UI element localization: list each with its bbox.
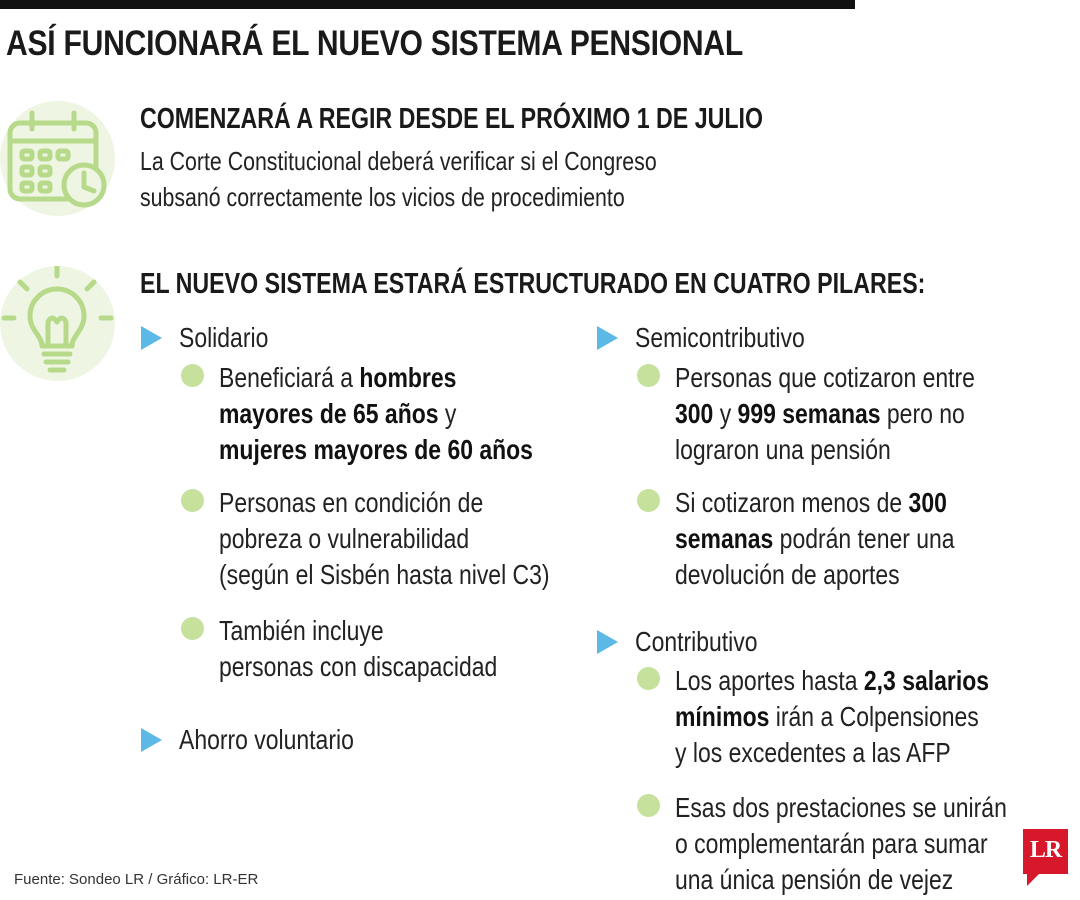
- section1-body-line: La Corte Constitucional deberá verificar si el Congreso: [140, 146, 657, 176]
- text-run: pero no: [880, 398, 965, 429]
- text-run: Beneficiará a: [219, 362, 360, 393]
- bold-text: 300: [908, 487, 947, 518]
- bold-text: 999 semanas: [737, 398, 881, 429]
- bold-text: mínimos: [675, 701, 770, 732]
- text-line: También incluye: [219, 615, 384, 646]
- source-credit: Fuente: Sondeo LR / Gráfico: LR-ER: [14, 871, 259, 888]
- dot-bullet-icon: [637, 489, 660, 512]
- triangle-bullet-icon: [597, 630, 618, 654]
- bold-text: hombres: [359, 362, 457, 393]
- text-line: devolución de aportes: [675, 559, 900, 590]
- bullet-text: [219, 485, 550, 593]
- text-line: una única pensión de vejez: [675, 864, 954, 895]
- bullet-text: [219, 360, 533, 468]
- triangle-bullet-icon: [141, 728, 162, 752]
- text-line: Personas en condición de: [219, 487, 484, 518]
- dot-bullet-icon: [181, 617, 204, 640]
- text-line: o complementarán para sumar: [675, 828, 988, 859]
- bold-text: mujeres mayores de 60 años: [219, 434, 533, 465]
- text-line: personas con discapacidad: [219, 651, 498, 682]
- dot-bullet-icon: [637, 667, 660, 690]
- page-title: ASÍ FUNCIONARÁ EL NUEVO SISTEMA PENSIONAL: [6, 24, 743, 63]
- text-line: lograron una pensión: [675, 434, 891, 465]
- text-run: irán a Colpensiones: [769, 701, 979, 732]
- text-run: y: [438, 398, 457, 429]
- lr-logo: [1023, 829, 1068, 874]
- triangle-bullet-icon: [597, 326, 618, 350]
- bullet-text: [675, 790, 1007, 898]
- triangle-bullet-icon: [141, 326, 162, 350]
- section2-heading: EL NUEVO SISTEMA ESTARÁ ESTRUCTURADO EN CUATRO PILARES:: [140, 268, 926, 300]
- text-run: Si cotizaron menos de: [675, 487, 909, 518]
- bold-text: mayores de 65 años: [219, 398, 439, 429]
- text-line: Personas que cotizaron entre: [675, 362, 975, 393]
- pillar-label: Semicontributivo: [635, 322, 805, 353]
- text-line: Esas dos prestaciones se unirán: [675, 792, 1007, 823]
- dot-bullet-icon: [637, 794, 660, 817]
- section1-body-line: subsanó correctamente los vicios de procedimiento: [140, 182, 625, 212]
- text-run: y: [713, 398, 738, 429]
- text-run: Los aportes hasta: [675, 665, 864, 696]
- bold-text: 300: [675, 398, 714, 429]
- text-line: pobreza o vulnerabilidad: [219, 523, 470, 554]
- logo-tail: [1027, 874, 1039, 886]
- bullet-text: [675, 485, 955, 593]
- lightbulb-icon: [0, 266, 115, 381]
- section1-body: [140, 143, 657, 215]
- bullet-text: [675, 360, 975, 468]
- text-line: (según el Sisbén hasta nivel C3): [219, 559, 550, 590]
- text-line: y los excedentes a las AFP: [675, 737, 951, 768]
- dot-bullet-icon: [181, 364, 204, 387]
- top-rule: [0, 0, 855, 9]
- dot-bullet-icon: [637, 364, 660, 387]
- calendar-clock-icon: [0, 101, 115, 216]
- dot-bullet-icon: [181, 489, 204, 512]
- pillar-label: Contributivo: [635, 626, 758, 657]
- bullet-text: [219, 613, 497, 685]
- pillar-label: Ahorro voluntario: [179, 724, 354, 755]
- logo-text: LR: [1029, 837, 1062, 863]
- text-run: podrán tener una: [773, 523, 955, 554]
- pillar-label: Solidario: [179, 322, 269, 353]
- section1-heading: COMENZARÁ A REGIR DESDE EL PRÓXIMO 1 DE JULIO: [140, 103, 764, 135]
- bold-text: semanas: [675, 523, 774, 554]
- bold-text: 2,3 salarios: [863, 665, 990, 696]
- bullet-text: [675, 663, 989, 771]
